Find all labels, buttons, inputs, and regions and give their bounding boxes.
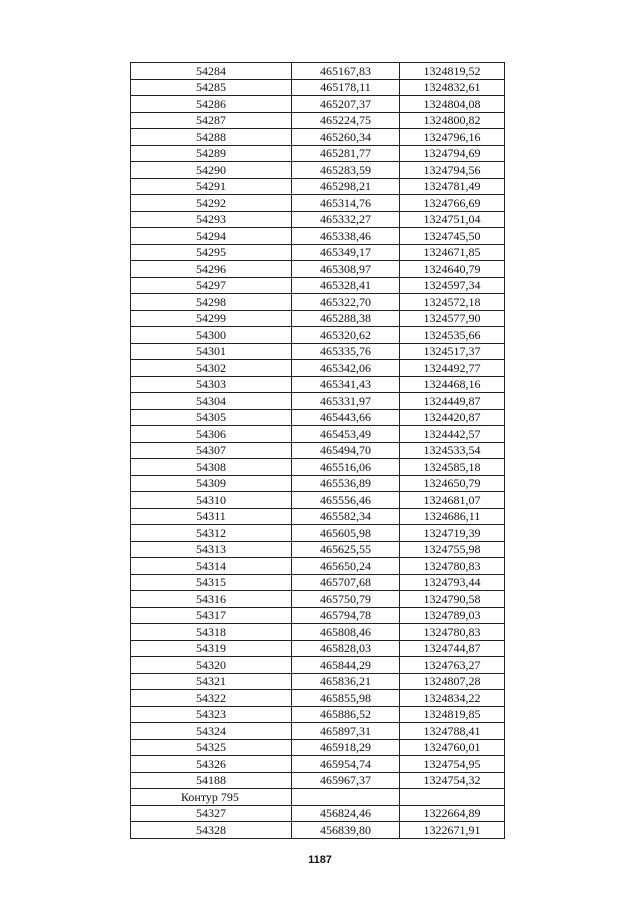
- point-number-cell: 54308: [131, 459, 292, 476]
- x-coordinate-cell: 465322,70: [292, 294, 400, 311]
- table-row: [131, 607, 505, 624]
- point-number-cell: 54318: [131, 624, 292, 641]
- point-number-cell: 54297: [131, 277, 292, 294]
- table-row: [131, 294, 505, 311]
- y-coordinate-cell: 1324640,79: [400, 261, 505, 278]
- table-row: [131, 409, 505, 426]
- table-row: [131, 624, 505, 641]
- point-number-cell: 54300: [131, 327, 292, 344]
- y-coordinate-cell: 1324449,87: [400, 393, 505, 410]
- table-row: [131, 327, 505, 344]
- point-number-cell: 54292: [131, 195, 292, 212]
- point-number-cell: 54285: [131, 79, 292, 96]
- y-coordinate-cell: 1324760,01: [400, 739, 505, 756]
- coordinates-table: [130, 62, 505, 839]
- x-coordinate-cell: 465897,31: [292, 723, 400, 740]
- table-row: [131, 360, 505, 377]
- y-coordinate-cell: 1324780,83: [400, 624, 505, 641]
- x-coordinate-cell: 465650,24: [292, 558, 400, 575]
- table-row: [131, 591, 505, 608]
- point-number-cell: 54291: [131, 178, 292, 195]
- point-number-cell: 54315: [131, 574, 292, 591]
- x-coordinate-cell: 465349,17: [292, 244, 400, 261]
- y-coordinate-cell: 1324819,52: [400, 63, 505, 80]
- x-coordinate-cell: 465967,37: [292, 772, 400, 789]
- x-coordinate-cell: 465582,34: [292, 508, 400, 525]
- point-number-cell: 54188: [131, 772, 292, 789]
- point-number-cell: 54286: [131, 96, 292, 113]
- x-coordinate-cell: 465954,74: [292, 756, 400, 773]
- y-coordinate-cell: 1324794,56: [400, 162, 505, 179]
- x-coordinate-cell: 465855,98: [292, 690, 400, 707]
- table-row: [131, 822, 505, 839]
- x-coordinate-cell: 465808,46: [292, 624, 400, 641]
- point-number-cell: 54314: [131, 558, 292, 575]
- y-coordinate-cell: 1324442,57: [400, 426, 505, 443]
- x-coordinate-cell: 465298,21: [292, 178, 400, 195]
- point-number-cell: 54324: [131, 723, 292, 740]
- x-coordinate-cell: 456824,46: [292, 805, 400, 822]
- y-coordinate-cell: 1324681,07: [400, 492, 505, 509]
- x-coordinate-cell: 465794,78: [292, 607, 400, 624]
- y-coordinate-cell: 1324597,34: [400, 277, 505, 294]
- table-row: [131, 492, 505, 509]
- x-coordinate-cell: 465224,75: [292, 112, 400, 129]
- table-row: [131, 145, 505, 162]
- y-coordinate-cell: 1324796,16: [400, 129, 505, 146]
- table-row: [131, 96, 505, 113]
- x-coordinate-cell: 456839,80: [292, 822, 400, 839]
- table-row: [131, 244, 505, 261]
- y-coordinate-cell: 1324804,08: [400, 96, 505, 113]
- point-number-cell: 54326: [131, 756, 292, 773]
- point-number-cell: 54289: [131, 145, 292, 162]
- x-coordinate-cell: 465335,76: [292, 343, 400, 360]
- table-row: [131, 706, 505, 723]
- x-coordinate-cell: 465605,98: [292, 525, 400, 542]
- y-coordinate-cell: 1324650,79: [400, 475, 505, 492]
- y-coordinate-cell: 1324468,16: [400, 376, 505, 393]
- y-coordinate-cell: 1324766,69: [400, 195, 505, 212]
- table-row: [131, 640, 505, 657]
- page-number: 1187: [308, 854, 332, 866]
- x-coordinate-cell: 465338,46: [292, 228, 400, 245]
- y-coordinate-cell: 1324754,95: [400, 756, 505, 773]
- table-row: [131, 228, 505, 245]
- y-coordinate-cell: 1324492,77: [400, 360, 505, 377]
- y-coordinate-cell: 1324793,44: [400, 574, 505, 591]
- point-number-cell: 54311: [131, 508, 292, 525]
- y-coordinate-cell: 1324794,69: [400, 145, 505, 162]
- x-coordinate-cell: 465836,21: [292, 673, 400, 690]
- y-coordinate-cell: 1324420,87: [400, 409, 505, 426]
- table-row: [131, 63, 505, 80]
- point-number-cell: 54307: [131, 442, 292, 459]
- point-number-cell: 54288: [131, 129, 292, 146]
- table-body: [131, 63, 505, 839]
- y-coordinate-cell: 1324754,32: [400, 772, 505, 789]
- table-row: [131, 459, 505, 476]
- y-coordinate-cell: 1324789,03: [400, 607, 505, 624]
- table-row: [131, 772, 505, 789]
- x-coordinate-cell: 465625,55: [292, 541, 400, 558]
- y-coordinate-cell: 1324686,11: [400, 508, 505, 525]
- table-row: [131, 393, 505, 410]
- table-row: [131, 195, 505, 212]
- x-coordinate-cell: 465288,38: [292, 310, 400, 327]
- x-coordinate-cell: 465886,52: [292, 706, 400, 723]
- x-coordinate-cell: 465308,97: [292, 261, 400, 278]
- table-row: [131, 690, 505, 707]
- y-coordinate-cell: 1324834,22: [400, 690, 505, 707]
- table-row: [131, 310, 505, 327]
- point-number-cell: 54327: [131, 805, 292, 822]
- point-number-cell: 54306: [131, 426, 292, 443]
- y-coordinate-cell: 1324744,87: [400, 640, 505, 657]
- y-coordinate-cell: 1324800,82: [400, 112, 505, 129]
- x-coordinate-cell: 465281,77: [292, 145, 400, 162]
- x-coordinate-cell: 465260,34: [292, 129, 400, 146]
- x-coordinate-cell: [292, 789, 400, 806]
- point-number-cell: 54323: [131, 706, 292, 723]
- table-row: [131, 426, 505, 443]
- table-row: [131, 558, 505, 575]
- y-coordinate-cell: 1324807,28: [400, 673, 505, 690]
- point-number-cell: 54301: [131, 343, 292, 360]
- y-coordinate-cell: 1324751,04: [400, 211, 505, 228]
- table-row: [131, 541, 505, 558]
- point-number-cell: 54312: [131, 525, 292, 542]
- y-coordinate-cell: 1324719,39: [400, 525, 505, 542]
- table-row: [131, 129, 505, 146]
- table-row: [131, 343, 505, 360]
- y-coordinate-cell: 1324788,41: [400, 723, 505, 740]
- point-number-cell: 54321: [131, 673, 292, 690]
- table-row: [131, 525, 505, 542]
- x-coordinate-cell: 465342,06: [292, 360, 400, 377]
- y-coordinate-cell: [400, 789, 505, 806]
- table-row: [131, 112, 505, 129]
- x-coordinate-cell: 465844,29: [292, 657, 400, 674]
- x-coordinate-cell: 465178,11: [292, 79, 400, 96]
- point-number-cell: 54313: [131, 541, 292, 558]
- x-coordinate-cell: 465283,59: [292, 162, 400, 179]
- x-coordinate-cell: 465331,97: [292, 393, 400, 410]
- table-row: [131, 475, 505, 492]
- x-coordinate-cell: 465516,06: [292, 459, 400, 476]
- x-coordinate-cell: 465918,29: [292, 739, 400, 756]
- x-coordinate-cell: 465332,27: [292, 211, 400, 228]
- y-coordinate-cell: 1324832,61: [400, 79, 505, 96]
- y-coordinate-cell: 1324755,98: [400, 541, 505, 558]
- y-coordinate-cell: 1324572,18: [400, 294, 505, 311]
- point-number-cell: 54320: [131, 657, 292, 674]
- x-coordinate-cell: 465828,03: [292, 640, 400, 657]
- x-coordinate-cell: 465750,79: [292, 591, 400, 608]
- point-number-cell: 54316: [131, 591, 292, 608]
- point-number-cell: 54284: [131, 63, 292, 80]
- x-coordinate-cell: 465453,49: [292, 426, 400, 443]
- point-number-cell: 54322: [131, 690, 292, 707]
- point-number-cell: 54319: [131, 640, 292, 657]
- x-coordinate-cell: 465207,37: [292, 96, 400, 113]
- x-coordinate-cell: 465536,89: [292, 475, 400, 492]
- y-coordinate-cell: 1324577,90: [400, 310, 505, 327]
- table-row: [131, 574, 505, 591]
- point-number-cell: 54325: [131, 739, 292, 756]
- table-row: [131, 805, 505, 822]
- y-coordinate-cell: 1324781,49: [400, 178, 505, 195]
- point-number-cell: 54304: [131, 393, 292, 410]
- point-number-cell: 54293: [131, 211, 292, 228]
- point-number-cell: 54302: [131, 360, 292, 377]
- point-number-cell: 54287: [131, 112, 292, 129]
- y-coordinate-cell: 1324790,58: [400, 591, 505, 608]
- y-coordinate-cell: 1324585,18: [400, 459, 505, 476]
- table-row: [131, 277, 505, 294]
- table-row: [131, 789, 505, 806]
- x-coordinate-cell: 465167,83: [292, 63, 400, 80]
- point-number-cell: 54303: [131, 376, 292, 393]
- table-row: [131, 723, 505, 740]
- point-number-cell: 54328: [131, 822, 292, 839]
- y-coordinate-cell: 1324671,85: [400, 244, 505, 261]
- point-number-cell: 54310: [131, 492, 292, 509]
- table-row: [131, 508, 505, 525]
- table-row: [131, 261, 505, 278]
- point-number-cell: 54295: [131, 244, 292, 261]
- x-coordinate-cell: 465320,62: [292, 327, 400, 344]
- x-coordinate-cell: 465328,41: [292, 277, 400, 294]
- table-row: [131, 756, 505, 773]
- y-coordinate-cell: 1324535,66: [400, 327, 505, 344]
- table-row: [131, 657, 505, 674]
- x-coordinate-cell: 465707,68: [292, 574, 400, 591]
- point-number-cell: 54305: [131, 409, 292, 426]
- x-coordinate-cell: 465314,76: [292, 195, 400, 212]
- table-row: [131, 673, 505, 690]
- point-number-cell: 54296: [131, 261, 292, 278]
- section-label-cell: Контур 795: [131, 789, 292, 806]
- x-coordinate-cell: 465556,46: [292, 492, 400, 509]
- x-coordinate-cell: 465494,70: [292, 442, 400, 459]
- table-row: [131, 442, 505, 459]
- table-row: [131, 211, 505, 228]
- y-coordinate-cell: 1322671,91: [400, 822, 505, 839]
- table-row: [131, 79, 505, 96]
- x-coordinate-cell: 465341,43: [292, 376, 400, 393]
- y-coordinate-cell: 1324745,50: [400, 228, 505, 245]
- y-coordinate-cell: 1324533,54: [400, 442, 505, 459]
- table-row: [131, 739, 505, 756]
- point-number-cell: 54294: [131, 228, 292, 245]
- table-row: [131, 376, 505, 393]
- x-coordinate-cell: 465443,66: [292, 409, 400, 426]
- y-coordinate-cell: 1324763,27: [400, 657, 505, 674]
- y-coordinate-cell: 1324819,85: [400, 706, 505, 723]
- point-number-cell: 54317: [131, 607, 292, 624]
- table-row: [131, 162, 505, 179]
- point-number-cell: 54290: [131, 162, 292, 179]
- y-coordinate-cell: 1322664,89: [400, 805, 505, 822]
- point-number-cell: 54299: [131, 310, 292, 327]
- y-coordinate-cell: 1324780,83: [400, 558, 505, 575]
- point-number-cell: 54309: [131, 475, 292, 492]
- point-number-cell: 54298: [131, 294, 292, 311]
- table-row: [131, 178, 505, 195]
- y-coordinate-cell: 1324517,37: [400, 343, 505, 360]
